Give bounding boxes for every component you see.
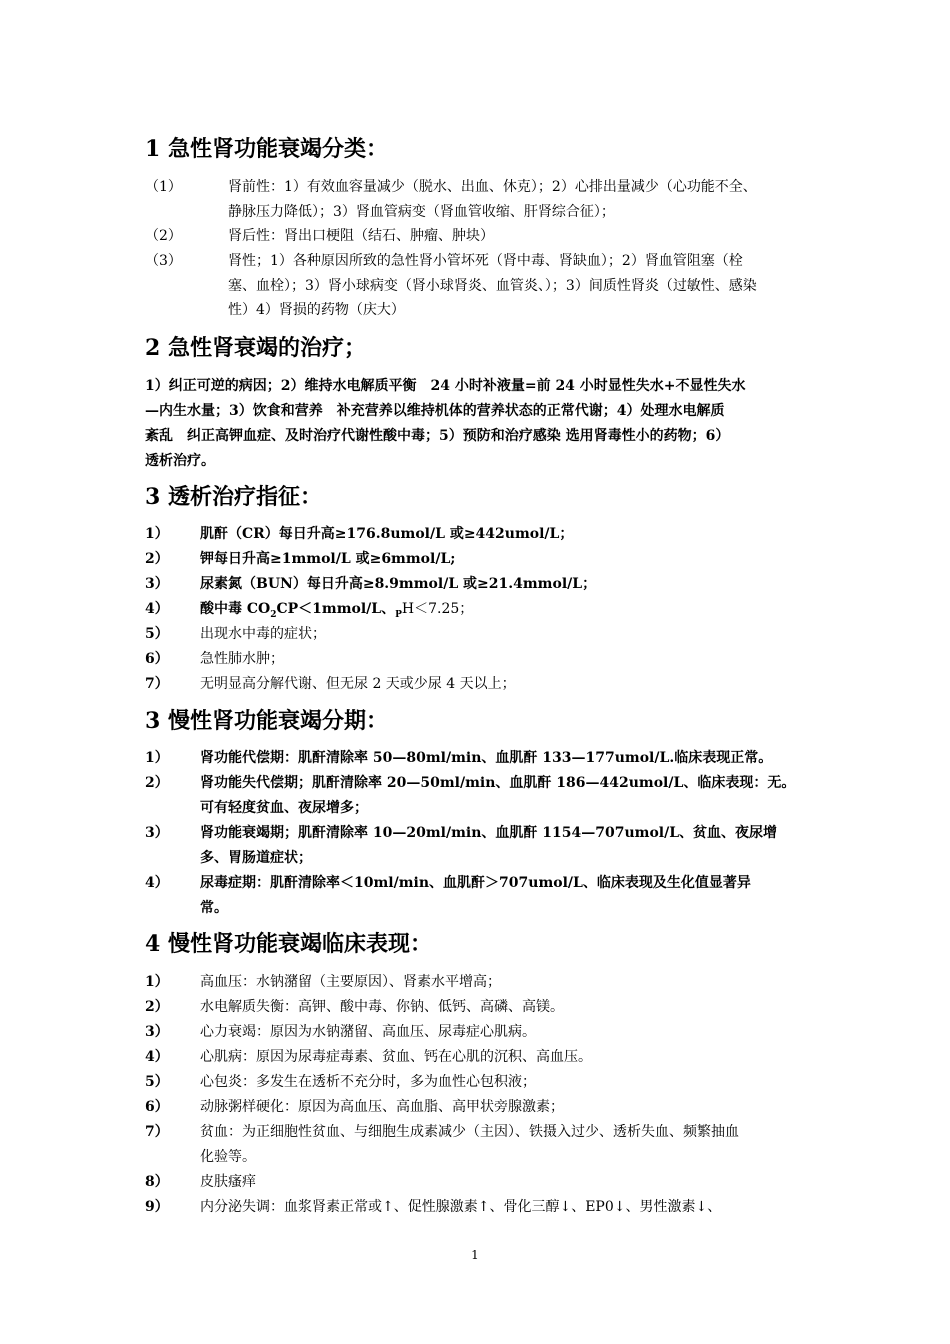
- item-number: 2）: [145, 551, 169, 567]
- item-text: 可有轻度贫血、夜尿增多；: [200, 800, 368, 816]
- item-number: 4）: [145, 875, 169, 891]
- item-text: 急性肺水肿；: [200, 651, 284, 667]
- item-text: 高血压：水钠潴留（主要原因）、肾素水平增高；: [200, 974, 501, 990]
- subscript: P: [395, 609, 402, 620]
- item-text: 水电解质失衡：高钾、酸中毒、你钠、低钙、高磷、高镁。: [200, 999, 564, 1015]
- item-text: 肌酐（CR）每日升高≥176.8umol/L 或≥442umol/L；: [200, 526, 574, 542]
- item-text: 心肌病：原因为尿毒症毒素、贫血、钙在心肌的沉积、高血压。: [200, 1049, 592, 1065]
- item-text: 内分泌失调：血浆肾素正常或↑、促性腺激素↑、骨化三醇↓、EP0↓、男性激素↓、: [200, 1199, 722, 1215]
- item-text: 肾后性：肾出口梗阻（结石、肿瘤、肿块）: [228, 228, 494, 244]
- item-text: 静脉压力降低）；3）肾血管病变（肾血管收缩、肝肾综合征）；: [228, 204, 615, 220]
- item-text: 肾前性：1）有效血容量减少（脱水、出血、休克）；2）心排出量减少（心功能不全、: [228, 179, 757, 195]
- item-number: 6）: [145, 651, 169, 667]
- item-number: 3）: [145, 825, 169, 841]
- item-text-part: CP＜1mmol/L、: [276, 601, 396, 617]
- item-number: （1）: [145, 179, 182, 195]
- item-text: 出现水中毒的症状；: [200, 626, 326, 642]
- item-number: 1）: [145, 526, 169, 542]
- item-text: 肾功能代偿期：肌酐清除率 50—80ml/min、血肌酐 133—177umol/L.临床表现正常。: [200, 750, 773, 766]
- section-heading: 3 慢性肾功能衰竭分期：: [145, 708, 388, 734]
- item-text: 化验等。: [200, 1149, 256, 1165]
- item-text: 尿毒症期：肌酐清除率＜10ml/min、血肌酐＞707umol/L、临床表现及生化值显著异: [200, 875, 751, 891]
- item-number: （3）: [145, 253, 182, 269]
- item-number: 2）: [145, 775, 169, 791]
- item-number: 8）: [145, 1174, 169, 1190]
- item-text: 肾性；1）各种原因所致的急性肾小管坏死（肾中毒、肾缺血）；2）肾血管阻塞（栓: [228, 253, 743, 269]
- item-number: 6）: [145, 1099, 169, 1115]
- item-text: 性）4）肾损的药物（庆大）: [228, 302, 405, 318]
- item-text: 心力衰竭：原因为水钠潴留、高血压、尿毒症心肌病。: [200, 1024, 536, 1040]
- paragraph-line: 1）纠正可逆的病因；2）维持水电解质平衡 24 小时补液量=前 24 小时显性失水+不显性失水: [145, 378, 746, 394]
- item-text: 皮肤瘙痒: [200, 1174, 256, 1190]
- item-text: 心包炎：多发生在透析不充分时，多为血性心包积液；: [200, 1074, 536, 1090]
- item-text: 肾功能衰竭期；肌酐清除率 10—20ml/min、血肌酐 1154—707umol/L、贫血、夜尿增: [200, 825, 778, 841]
- item-text: 多、胃肠道症状；: [200, 850, 312, 866]
- item-number: 5）: [145, 626, 169, 642]
- item-text-part: 酸中毒 CO: [200, 601, 271, 617]
- item-text: 钾每日升高≥1mmol/L 或≥6mmol/L;: [200, 551, 456, 567]
- item-text: 动脉粥样硬化：原因为高血压、高血脂、高甲状旁腺激素；: [200, 1099, 564, 1115]
- item-number: 3）: [145, 1024, 169, 1040]
- item-number: 1）: [145, 750, 169, 766]
- item-number: （2）: [145, 228, 182, 244]
- subscript: 2: [270, 609, 277, 620]
- item-number: 4）: [145, 601, 169, 617]
- section-heading: 2 急性肾衰竭的治疗；: [145, 335, 366, 361]
- item-text: 贫血：为正细胞性贫血、与细胞生成素减少（主因）、铁摄入过少、透析失血、频繁抽血: [200, 1124, 739, 1140]
- item-text: 肾功能失代偿期；肌酐清除率 20—50ml/min、血肌酐 186—442umol/L、临床表现：无。: [200, 775, 796, 791]
- section-heading: 1 急性肾功能衰竭分类：: [145, 136, 388, 162]
- page-number: 1: [471, 1248, 479, 1262]
- item-number: 7）: [145, 1124, 169, 1140]
- paragraph-line: —内生水量；3）饮食和营养 补充营养以维持机体的营养状态的正常代谢；4）处理水电解质: [145, 403, 725, 419]
- item-number: 7）: [145, 676, 169, 692]
- item-number: 5）: [145, 1074, 169, 1090]
- item-number: 4）: [145, 1049, 169, 1065]
- paragraph-line: 透析治疗。: [145, 453, 215, 469]
- item-text: 无明显高分解代谢、但无尿 2 天或少尿 4 天以上；: [200, 676, 516, 692]
- paragraph-line: 紊乱 纠正高钾血症、及时治疗代谢性酸中毒；5）预防和治疗感染 选用肾毒性小的药物；6）: [145, 428, 730, 444]
- section-heading: 3 透析治疗指征：: [145, 484, 322, 510]
- item-number: 3）: [145, 576, 169, 592]
- item-number: 2）: [145, 999, 169, 1015]
- item-text: 尿素氮（BUN）每日升高≥8.9mmol/L 或≥21.4mmol/L；: [200, 576, 597, 592]
- section-heading: 4 慢性肾功能衰竭临床表现：: [145, 931, 432, 957]
- item-number: 9）: [145, 1199, 169, 1215]
- item-number: 1）: [145, 974, 169, 990]
- item-text: 塞、血栓）；3）肾小球病变（肾小球肾炎、血管炎、）；3）间质性肾炎（过敏性、感染: [228, 278, 757, 294]
- item-text: 常。: [200, 900, 228, 916]
- item-text-part: H＜7.25；: [401, 601, 474, 617]
